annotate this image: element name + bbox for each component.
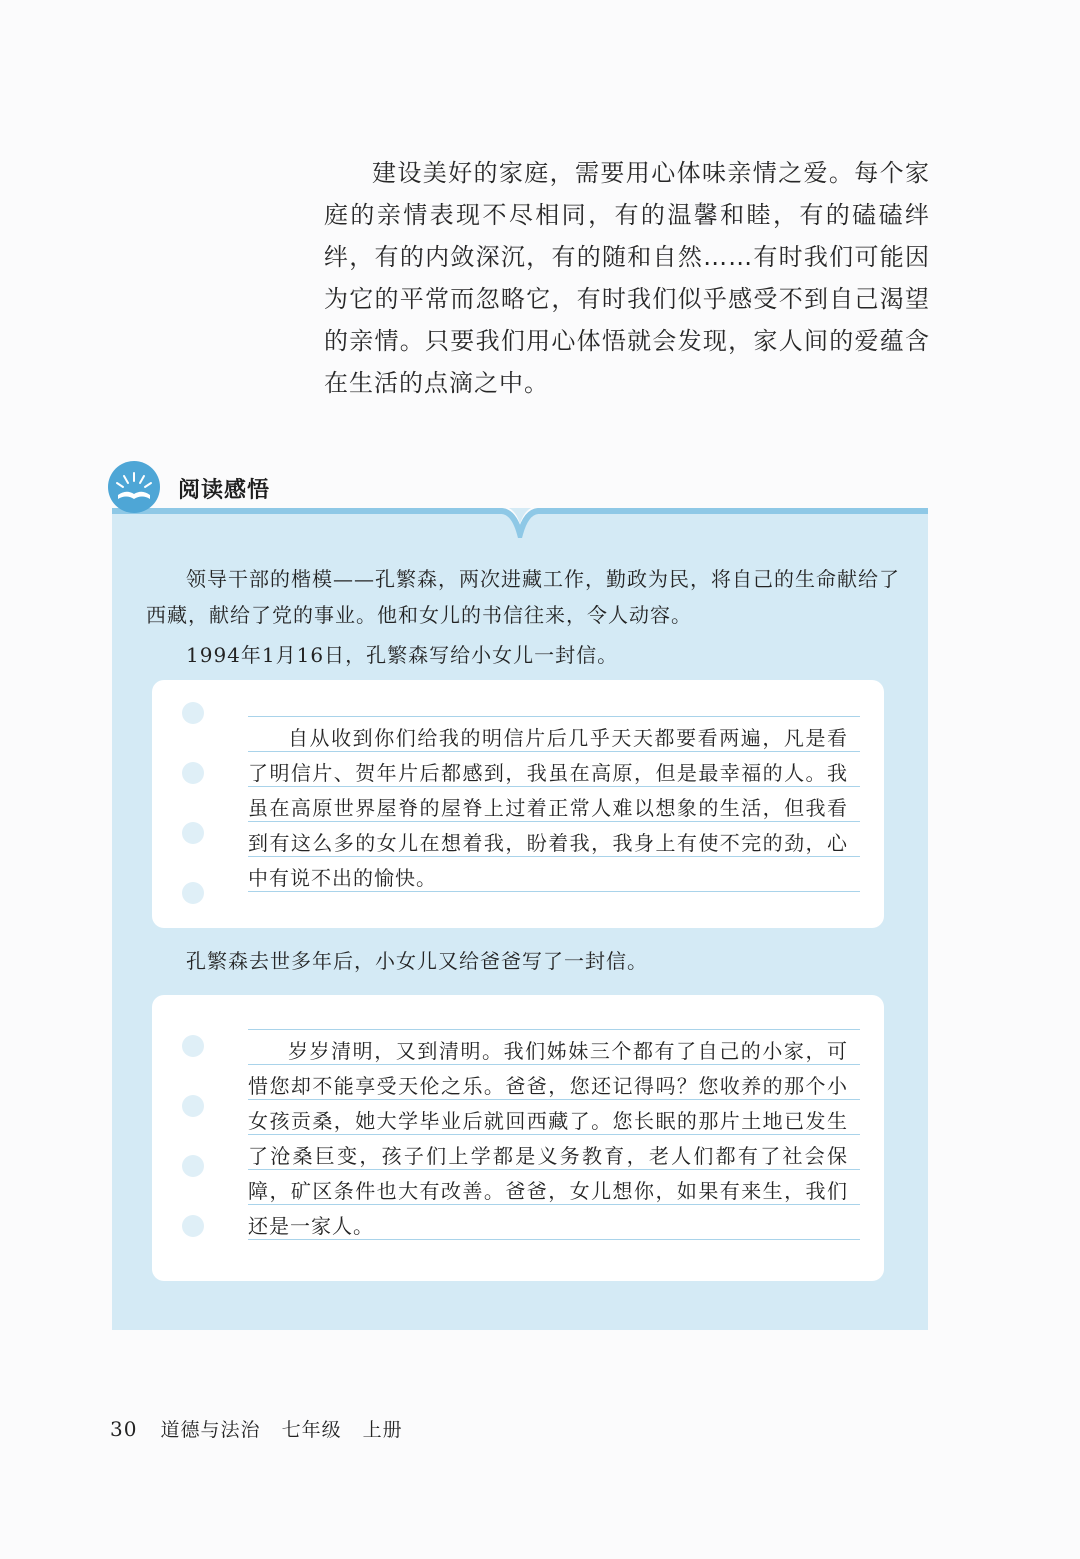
binder-hole: [182, 1155, 204, 1177]
footer-volume: 上册: [362, 1419, 403, 1441]
footer-grade: 七年级: [281, 1419, 342, 1441]
binder-hole: [182, 1215, 204, 1237]
open-book-sun-icon: [108, 461, 160, 513]
letter-1-caption: 1994年1月16日，孔繁森写给小女儿一封信。: [186, 643, 619, 667]
reading-intro-paragraph: 领导干部的楷模——孔繁森，两次进藏工作，勤政为民，将自己的生命献给了西藏，献给了党的事业。他和女儿的书信往来，令人动容。: [146, 567, 900, 627]
binder-hole: [182, 1035, 204, 1057]
reading-section-title: 阅读感悟: [178, 478, 271, 503]
binder-hole: [182, 1095, 204, 1117]
binder-hole: [182, 702, 204, 724]
letter-card-2: [152, 995, 884, 1281]
letter-card-1: [152, 680, 884, 928]
intro-paragraph: 建设美好的家庭，需要用心体味亲情之爱。每个家庭的亲情表现不尽相同，有的温馨和睦，有的磕磕绊绊，有的内敛深沉，有的随和自然……有时我们可能因为它的平常而忽略它，有时我们似乎感受不到自己渴望的亲情。只要我们用心体悟就会发现，家人间的爱蕴含在生活的点滴之中。: [324, 159, 930, 397]
binder-hole: [182, 882, 204, 904]
reading-section-header: [108, 461, 928, 521]
binder-hole: [182, 762, 204, 784]
footer-subject: 道德与法治: [160, 1419, 261, 1441]
letter-2-text: 岁岁清明，又到清明。我们姊妹三个都有了自己的小家，可惜您却不能享受天伦之乐。爸爸，您还记得吗？您收养的那个小女孩贡桑，她大学毕业后就回西藏了。您长眠的那片土地已发生了沧桑巨变，孩子们上学都是义务教育，老人们都有了社会保障，矿区条件也大有改善。爸爸，女儿想你，如果有来生，我们还是一家人。: [248, 1039, 848, 1238]
binder-hole: [182, 822, 204, 844]
page-footer: [110, 1415, 403, 1442]
page-number: 30: [110, 1417, 138, 1441]
letter-2-caption: 孔繁森去世多年后，小女儿又给爸爸写了一封信。: [186, 949, 648, 973]
letter-1-text: 自从收到你们给我的明信片后几乎天天都要看两遍，凡是看了明信片、贺年片后都感到，我虽在高原，但是最幸福的人。我虽在高原世界屋脊的屋脊上过着正常人难以想象的生活，但我看到有这么多的女儿在想着我，盼着我，我身上有使不完的劲，心中有说不出的愉快。: [248, 726, 848, 890]
